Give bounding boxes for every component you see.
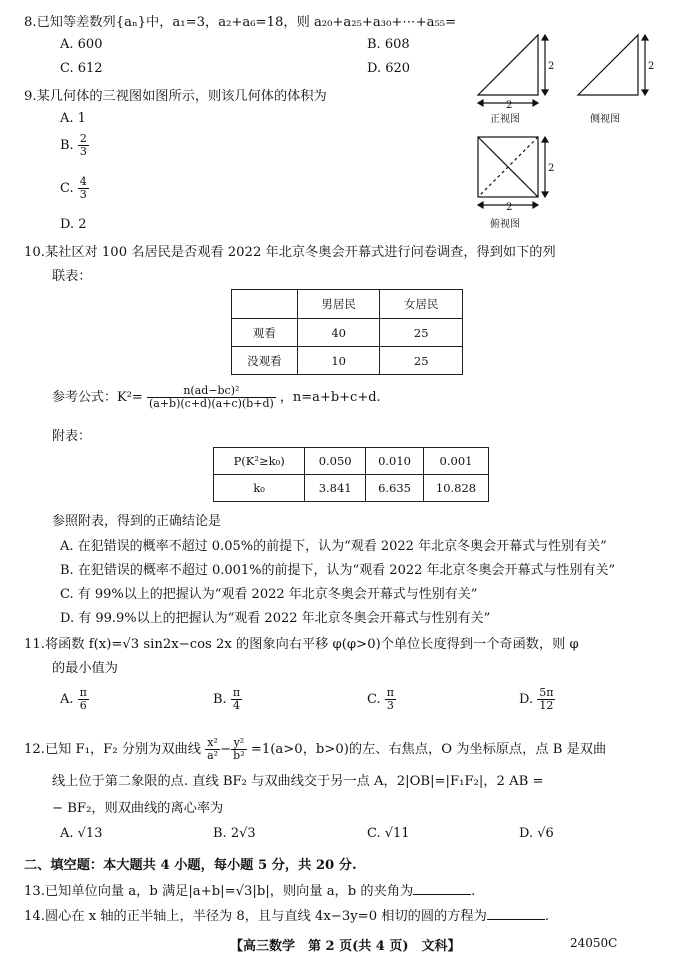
- contingency-table: [231, 289, 463, 375]
- table-header-cell: [232, 290, 298, 319]
- top-width-label: 2: [506, 202, 513, 213]
- top-height-label: 2: [548, 163, 555, 174]
- front-height-label: 2: [548, 61, 555, 72]
- table-row: 没观看 10 25: [232, 347, 463, 375]
- q10-option-d: D. 有 99.9%以上的把握认为“观看 2022 年北京冬奥会开幕式与性别有关”: [60, 611, 491, 626]
- q12-option-a: A. √13: [60, 826, 103, 841]
- reference-table: [213, 447, 489, 502]
- q11-option-c: C. $\frac{\pi}{3}$: [367, 686, 394, 712]
- front-view: [478, 35, 548, 106]
- q11-stem-line2: 的最小值为: [52, 661, 118, 676]
- section-heading: 二、填空题：本大题共 4 小题，每小题 5 分，共 20 分.: [24, 858, 357, 873]
- q8-option-c: C. 612: [60, 61, 103, 76]
- side-view-label: 侧视图: [590, 114, 620, 125]
- q10-option-c: C. 有 99%以上的把握认为“观看 2022 年北京冬奥会开幕式与性别有关”: [60, 587, 478, 602]
- q8-stem: 8.已知等差数列{aₙ}中，a₁=3，a₂+a₆=18，则 a₂₀+a₂₅+a₃₀+⋯+a₅₅=: [24, 15, 457, 30]
- table-header-cell: 男居民: [297, 290, 380, 319]
- table-header-cell: 女居民: [380, 290, 463, 319]
- q11-option-a: A. $\frac{\pi}{6}$: [60, 686, 87, 712]
- q10-stem-line1: 10.某社区对 100 名居民是否观看 2022 年北京冬奥会开幕式进行问卷调查，得到如下的列: [24, 245, 556, 260]
- top-view: [478, 137, 548, 208]
- table-row: k₀ 3.841 6.635 10.828: [214, 475, 489, 502]
- q12-option-b: B. 2√3: [213, 826, 256, 841]
- q14-stem: 14.圆心在 x 轴的正半轴上，半径为 8，且与直线 4x−3y=0 相切的圆的方程为 .: [24, 909, 549, 924]
- side-view: [578, 35, 648, 95]
- table-row: 观看 40 25: [232, 319, 463, 347]
- top-view-label: 俯视图: [490, 219, 520, 230]
- q12-stem-line3: − BF₂，则双曲线的离心率为: [52, 801, 224, 816]
- q11-option-d: D. $\frac{5\pi}{12}$: [519, 686, 554, 712]
- side-height-label: 2: [648, 61, 655, 72]
- q11-stem-line1: 11.将函数 f(x)=√3 sin2x−cos 2x 的图象向右平移 φ(φ>0)个单位长度得到一个奇函数，则 φ: [24, 637, 579, 652]
- answer-blank[interactable]: [413, 882, 471, 895]
- appendix-label: 附表：: [52, 429, 92, 444]
- q8-option-a: A. 600: [60, 37, 103, 52]
- front-width-label: 2: [506, 100, 513, 111]
- paper-code: 24050C: [570, 936, 618, 950]
- page-footer: 【高三数学 第 2 页(共 4 页) 文科】: [230, 939, 461, 954]
- q9-option-a: A. 1: [60, 111, 86, 126]
- q12-stem-line2: 线上位于第二象限的点. 直线 BF₂ 与双曲线交于另一点 A，2|OB|=|F₁F₂|，2 AB =: [52, 774, 544, 789]
- front-view-label: 正视图: [490, 114, 520, 125]
- table-row: P(K²≥k₀) 0.050 0.010 0.001: [214, 448, 489, 475]
- q10-option-a: A. 在犯错误的概率不超过 0.05%的前提下，认为“观看 2022 年北京冬奥会开幕式与性别有关”: [60, 539, 607, 554]
- q10-conclusion-stem: 参照附表，得到的正确结论是: [52, 514, 222, 529]
- q9-option-d: D. 2: [60, 217, 87, 232]
- q9-option-c: C. $\frac{4}{3}$: [60, 175, 87, 201]
- q8-option-b: B. 608: [367, 37, 410, 52]
- answer-blank[interactable]: [487, 907, 545, 920]
- q9-stem: 9.某几何体的三视图如图所示，则该几何体的体积为: [24, 89, 327, 104]
- reference-formula: 参考公式：K²= $\frac{\text{n(ad−bc)²}}{(a+b)(c+d)(a+c)(b+d)}$ ，n=a+b+c+d.: [52, 384, 381, 410]
- q9-option-b: B. $\frac{2}{3}$: [60, 132, 87, 158]
- q12-stem-line1: 12.已知 F₁，F₂ 分别为双曲线 $\frac{\text{x²}}{\text{a²}}$ − $\frac{\text{y²}}{\text{b²}}$ =1(a>0，b>0)的左、右焦点，O 为坐标原点，点 B 是双曲: [24, 736, 607, 762]
- q12-option-c: C. √11: [367, 826, 410, 841]
- q13-stem: 13.已知单位向量 a，b 满足|a+b|=√3|b|，则向量 a，b 的夹角为 .: [24, 884, 476, 899]
- q10-option-b: B. 在犯错误的概率不超过 0.001%的前提下，认为“观看 2022 年北京冬奥会开幕式与性别有关”: [60, 563, 616, 578]
- q10-stem-line2: 联表：: [52, 269, 92, 284]
- three-view-figure: [470, 20, 660, 235]
- q12-option-d: D. √6: [519, 826, 554, 841]
- q8-option-d: D. 620: [367, 61, 411, 76]
- q11-option-b: B. $\frac{\pi}{4}$: [213, 686, 241, 712]
